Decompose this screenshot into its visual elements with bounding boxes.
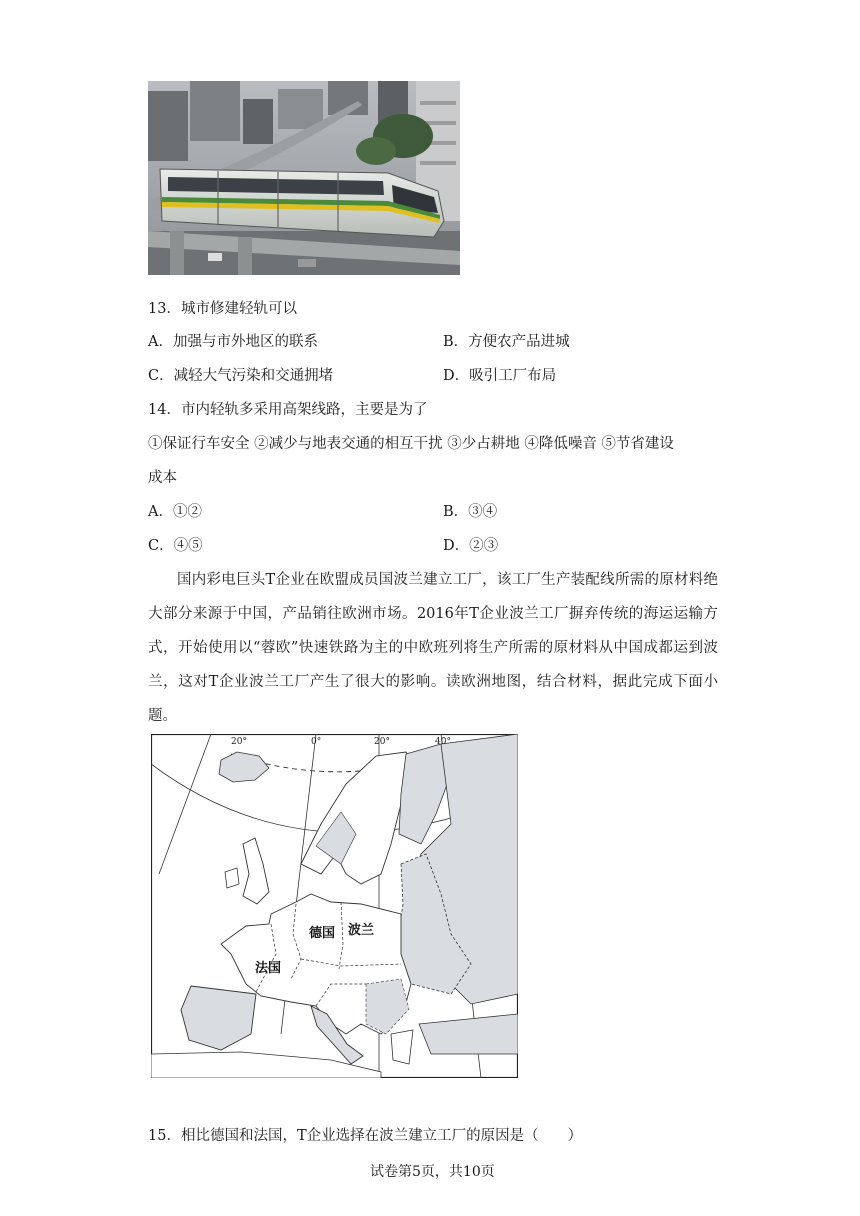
lon-label-0: 0°	[311, 737, 322, 747]
q13-option-b[interactable]: B．方便农产品进城	[443, 334, 570, 350]
label-france: 法国	[255, 961, 282, 976]
reading-passage: 国内彩电巨头T企业在欧盟成员国波兰建立工厂，该工厂生产装配线所需的原材料绝大部分来源于中国，产品销往欧洲市场。2016年T企业波兰工厂摒弃传统的海运运输方式，开始使用以“蓉欧”快速铁路为主的中欧班列将生产所需的原材料从中国成都运到波兰，这对T企业波兰工厂产生了很大的影响。读欧洲地图，结合材料，据此完成下面小题。	[148, 572, 718, 724]
label-poland: 波兰	[348, 923, 375, 938]
light-rail-photo	[148, 81, 460, 275]
light-rail-illustration	[148, 81, 460, 275]
q14-option-b[interactable]: B．③④	[443, 504, 498, 520]
lon-label-20w: 20°	[231, 737, 247, 747]
page-footer: 试卷第5页，共10页	[370, 1164, 495, 1180]
q14-option-a[interactable]: A．①②	[148, 504, 202, 520]
label-germany: 德国	[309, 926, 336, 941]
q13-option-a[interactable]: A．加强与市外地区的联系	[148, 334, 318, 350]
q14-statements: ①保证行车安全 ②减少与地表交通的相互干扰 ③少占耕地 ④降低噪音 ⑤节省建设	[148, 436, 674, 452]
q14-option-c[interactable]: C．④⑤	[148, 538, 203, 554]
europe-map	[151, 734, 518, 1078]
q14-statements-cont: 成本	[148, 470, 177, 486]
europe-map-svg	[151, 734, 518, 1078]
q15-stem: 15．相比德国和法国，T企业选择在波兰建立工厂的原因是（ ）	[148, 1128, 583, 1144]
q14-stem: 14．市内轻轨多采用高架线路，主要是为了	[148, 402, 428, 418]
lon-label-40e: 40°	[435, 737, 451, 747]
lon-label-20e: 20°	[374, 737, 390, 747]
q13-option-d[interactable]: D．吸引工厂布局	[443, 368, 557, 384]
q14-option-d[interactable]: D．②③	[443, 538, 499, 554]
q13-stem: 13．城市修建轻轨可以	[148, 301, 297, 317]
q13-option-c[interactable]: C．减轻大气污染和交通拥堵	[148, 368, 334, 384]
